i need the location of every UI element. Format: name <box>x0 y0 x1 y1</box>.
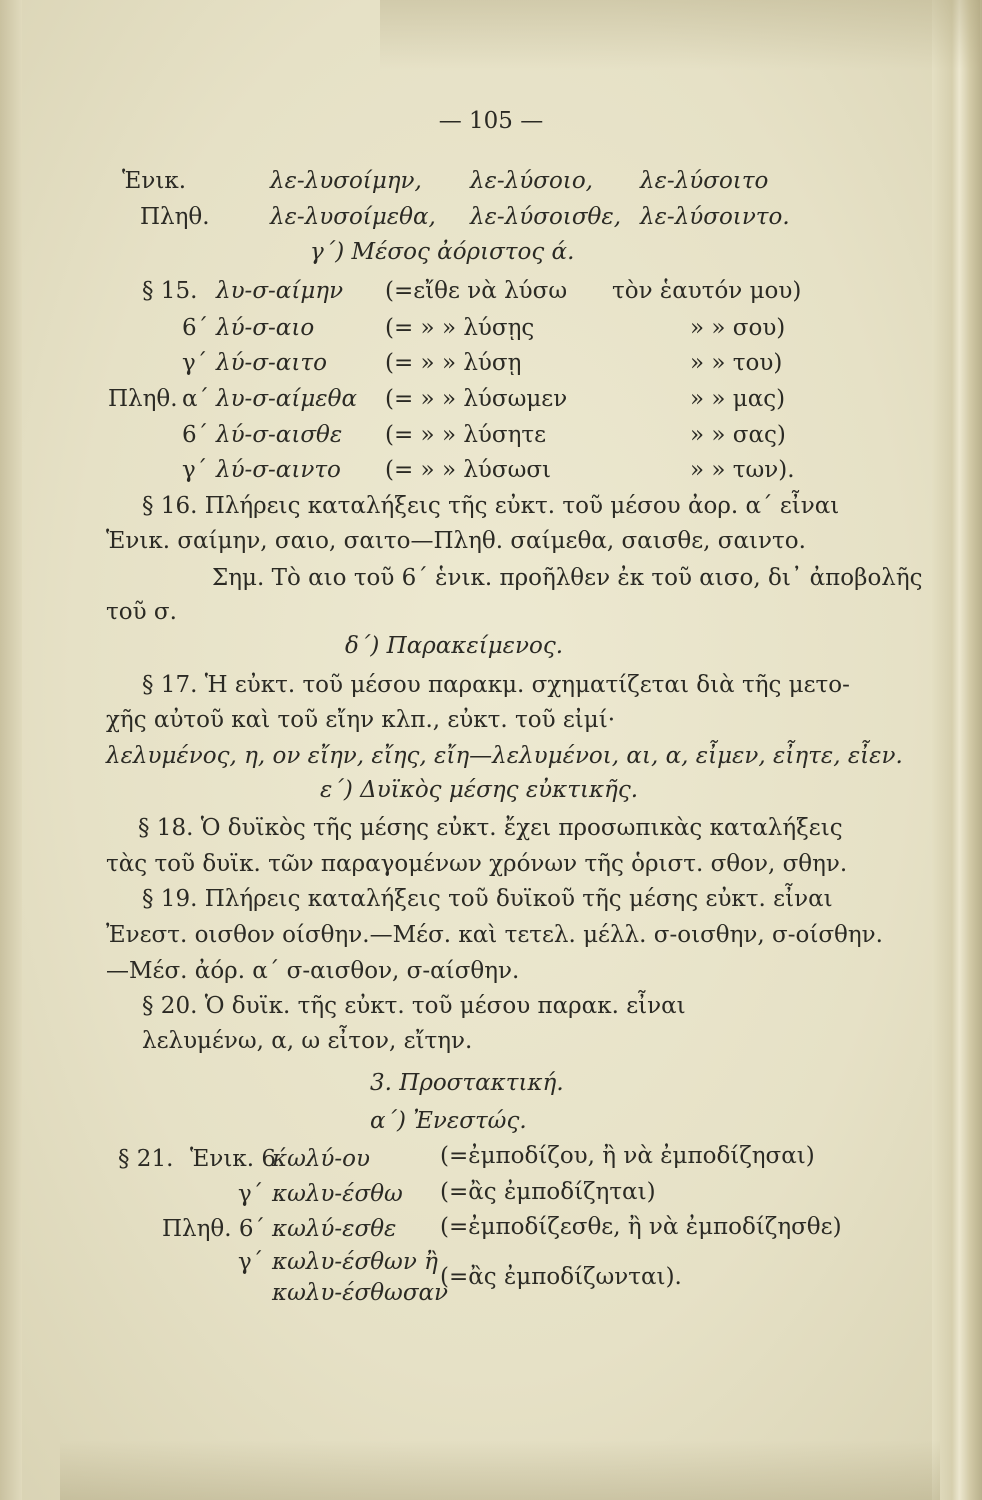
page-left-edge <box>0 0 22 1500</box>
aorist-row-6-gloss: (= » » λύσωσι <box>385 457 552 483</box>
imp-row-1-label: Ἑνικ. 6΄ <box>190 1146 288 1172</box>
imp-row-3-gloss: (=ἐμποδίζεσθε, ἢ νὰ ἐμποδίζησθε) <box>440 1214 842 1240</box>
aorist-row-3-form: λύ-σ-αιτο <box>216 350 327 376</box>
p19-line-3: —Μέσ. ἀόρ. α΄ σ-αισθον, σ-αίσθην. <box>106 958 520 984</box>
row-sing-form-2: λε-λύσοιο, <box>470 168 593 194</box>
imp-row-1-num: § 21. <box>118 1146 174 1172</box>
aorist-row-1-gloss: (=εἴθε νὰ λύσω <box>385 278 568 304</box>
page-right-edge <box>932 0 982 1500</box>
aorist-row-4-num: α΄ <box>182 386 210 412</box>
imp-row-1-gloss: (=ἐμποδίζου, ἢ νὰ ἐμποδίζησαι) <box>440 1143 815 1169</box>
aorist-row-3-gloss: (= » » λύσῃ <box>385 350 522 376</box>
row-plur-form-3: λε-λύσοιντο. <box>640 204 790 230</box>
imp-row-1-form: κωλύ-ου <box>272 1146 370 1172</box>
aorist-row-1-end: τὸν ἑαυτόν μου) <box>612 278 802 304</box>
aorist-row-1-num: § 15. <box>142 278 198 304</box>
aorist-row-3-num: γ΄ <box>182 350 208 376</box>
imp-row-2-gloss: (=ἂς ἐμποδίζηται) <box>440 1179 656 1205</box>
page-number: — 105 — <box>438 108 544 134</box>
imp-row-4-label: γ΄ <box>238 1249 264 1275</box>
heading-dual: ε΄) Δυϊκὸς μέσης εὐκτικῆς. <box>320 777 639 803</box>
row-plur-form-1: λε-λυσοίμεθα, <box>270 204 436 230</box>
aorist-row-3-end: » » του) <box>690 350 783 376</box>
row-plur-form-2: λε-λύσοισθε, <box>470 204 622 230</box>
aorist-row-4-pre: Πληθ. <box>108 386 178 412</box>
p20-line-2: λελυμένω, α, ω εἶτον, εἴτην. <box>142 1028 473 1054</box>
imp-row-4-form: κωλυ-έσθων ἢ <box>272 1249 438 1275</box>
p19-line-2: Ἐνεστ. οισθον οίσθην.—Μέσ. καὶ τετελ. μέλλ. σ-οισθην, σ-οίσθην. <box>106 922 883 948</box>
aorist-row-6-form: λύ-σ-αιντο <box>216 457 341 483</box>
page-stain-top <box>380 0 980 70</box>
p16-line-4: τοῦ σ. <box>106 599 177 625</box>
p18-line-2: τὰς τοῦ δυϊκ. τῶν παραγομένων χρόνων τῆς ὁριστ. σθον, σθην. <box>106 851 848 877</box>
imp-row-3-form: κωλύ-εσθε <box>272 1216 397 1242</box>
aorist-row-2-gloss: (= » » λύσῃς <box>385 315 535 341</box>
p17-line-1: § 17. Ἡ εὐκτ. τοῦ μέσου παρακμ. σχηματίζεται διὰ τῆς μετο- <box>142 672 850 698</box>
aorist-row-5-end: » » σας) <box>690 422 786 448</box>
p16-line-1: § 16. Πλήρεις καταλήξεις τῆς εὐκτ. τοῦ μέσου ἀορ. α΄ εἶναι <box>142 493 840 519</box>
row-sing-label: Ἑνικ. <box>122 168 187 194</box>
aorist-row-4-end: » » μας) <box>690 386 786 412</box>
imp-row-4-gloss: (=ἂς ἐμποδίζωνται). <box>440 1264 682 1290</box>
p19-line-1: § 19. Πλήρεις καταλήξεις τοῦ δυϊκοῦ τῆς μέσης εὐκτ. εἶναι <box>142 886 833 912</box>
aorist-row-2-num: 6΄ <box>182 315 209 341</box>
heading-perfect: δ΄) Παρακείμενος. <box>345 633 564 659</box>
p17-line-2: χῆς αὐτοῦ καὶ τοῦ εἴην κλπ., εὐκτ. τοῦ εἰμί· <box>106 707 616 733</box>
row-sing-form-3: λε-λύσοιτο <box>640 168 769 194</box>
p18-line-1: § 18. Ὁ δυϊκὸς τῆς μέσης εὐκτ. ἔχει προσωπικὰς καταλήξεις <box>138 815 843 841</box>
heading-imperative: 3. Προστακτική. <box>370 1070 564 1096</box>
row-sing-form-1: λε-λυσοίμην, <box>270 168 422 194</box>
p16-line-2: Ἑνικ. σαίμην, σαιο, σαιτο—Πληθ. σαίμεθα, σαισθε, σαιντο. <box>106 528 806 554</box>
aorist-row-6-num: γ΄ <box>182 457 208 483</box>
imp-row-3-label: Πληθ. 6΄ <box>162 1216 266 1242</box>
aorist-row-5-gloss: (= » » λύσητε <box>385 422 546 448</box>
aorist-row-5-num: 6΄ <box>182 422 209 448</box>
imp-row-4-form-alt: κωλυ-έσθωσαν <box>272 1280 449 1306</box>
heading-present: α΄) Ἐνεστώς. <box>370 1108 527 1134</box>
p20-line-1: § 20. Ὁ δυϊκ. τῆς εὐκτ. τοῦ μέσου παρακ. εἶναι <box>142 993 686 1019</box>
aorist-row-6-end: » » των). <box>690 457 795 483</box>
heading-middle-aorist: γ΄) Μέσος ἀόριστος ά. <box>310 239 575 265</box>
aorist-row-2-form: λύ-σ-αιο <box>216 315 315 341</box>
aorist-row-5-form: λύ-σ-αισθε <box>216 422 343 448</box>
p16-line-3: Σημ. Τὸ αιο τοῦ 6΄ ἑνικ. προῆλθεν ἐκ τοῦ αισο, δι᾽ ἀποβολῆς <box>212 565 923 591</box>
aorist-row-4-form: λυ-σ-αίμεθα <box>216 386 358 412</box>
row-plur-label: Πληθ. <box>140 204 210 230</box>
aorist-row-1-form: λυ-σ-αίμην <box>216 278 344 304</box>
aorist-row-4-gloss: (= » » λύσωμεν <box>385 386 568 412</box>
imp-row-2-form: κωλυ-έσθω <box>272 1181 403 1207</box>
page-stain-bottom <box>60 1440 940 1500</box>
p17-line-3: λελυμένος, η, ον εἴην, εἴης, εἴη—λελυμένοι, αι, α, εἶμεν, εἶητε, εἶεν. <box>106 743 903 769</box>
aorist-row-2-end: » » σου) <box>690 315 786 341</box>
imp-row-2-label: γ΄ <box>238 1181 264 1207</box>
